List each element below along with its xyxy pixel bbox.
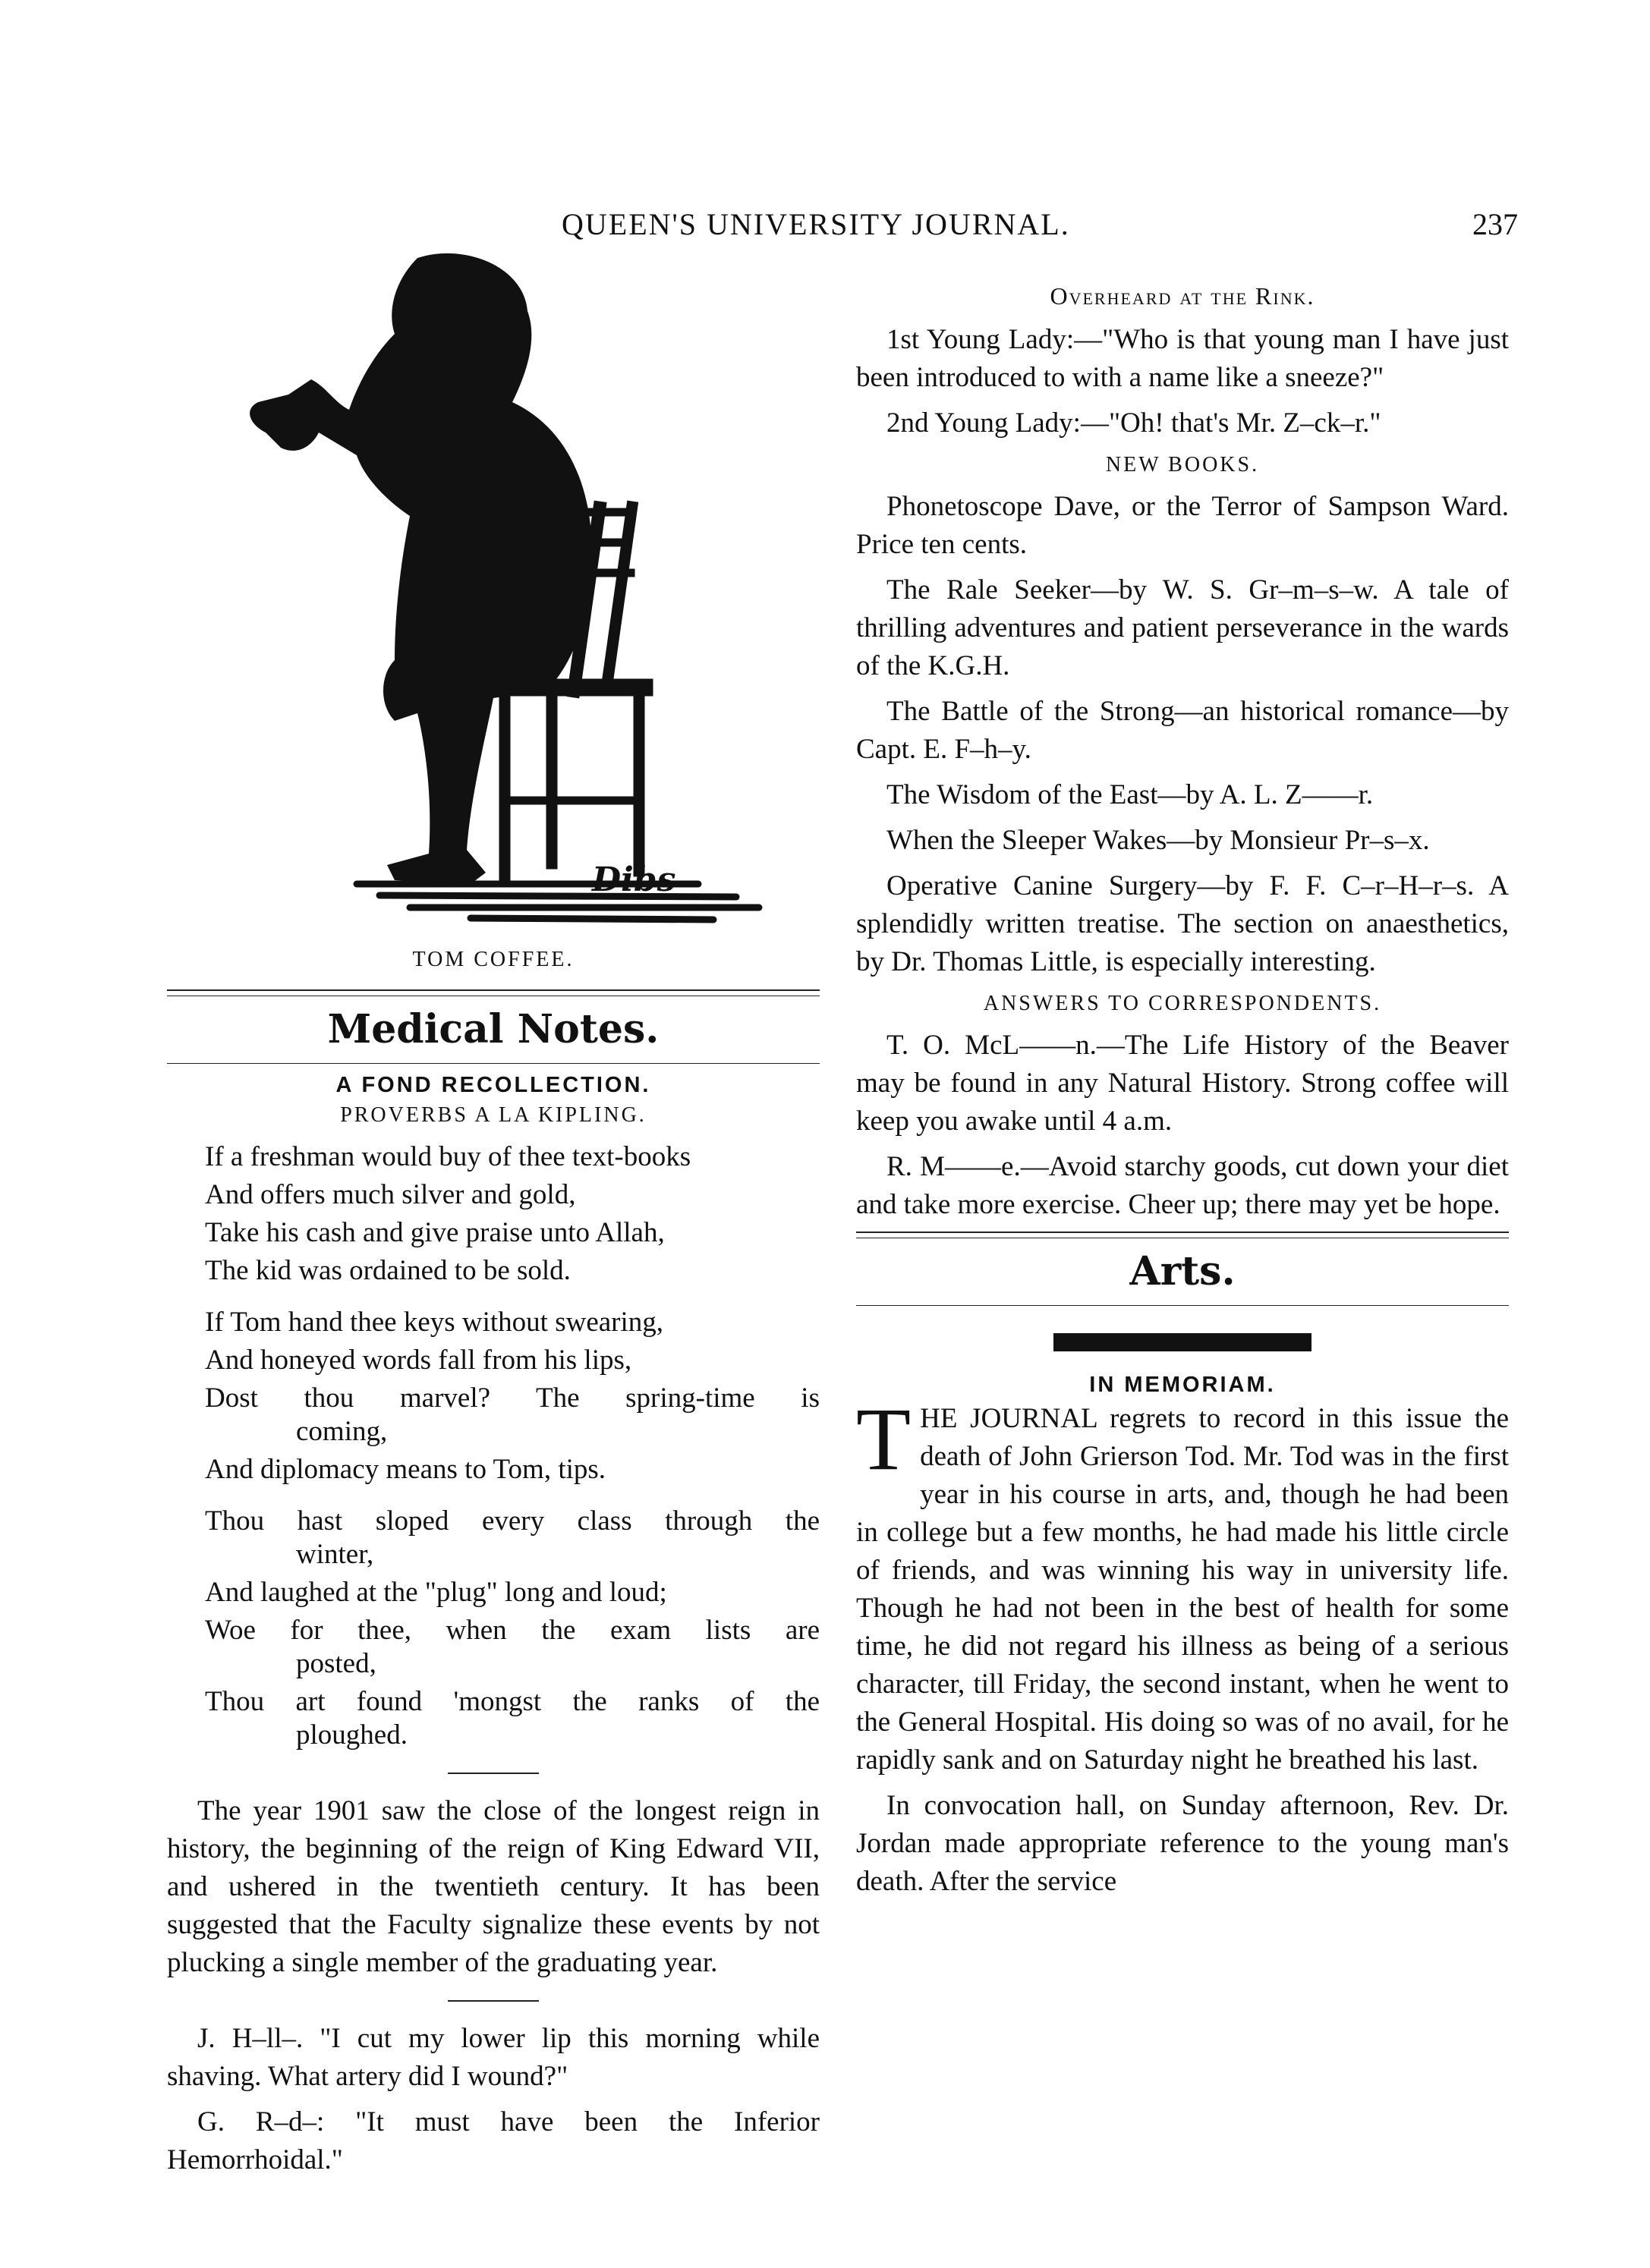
illustration-caption: TOM COFFEE. <box>412 948 575 971</box>
answer-entry: R. M——e.—Avoid starchy goods, cut down your diet and take more exercise. Cheer up; there may yet be hope. <box>856 1151 1509 1220</box>
left-column <box>167 250 820 2187</box>
section-rule-top <box>856 1232 1509 1238</box>
poem-line: And laughed at the "plug" long and loud; <box>205 1577 667 1608</box>
short-rule <box>448 1773 539 1774</box>
poem-stanza-3 <box>205 1502 820 1754</box>
memoriam-paragraph <box>856 1389 1509 1779</box>
poem-line: And honeyed words fall from his lips, <box>205 1345 632 1376</box>
poem-line: Woe for thee, when the exam lists are <box>205 1615 820 1646</box>
silhouette-illustration <box>167 250 820 933</box>
poem-line: Dost thou marvel? The spring-time is <box>205 1383 820 1414</box>
book-entry: The Wisdom of the East—by A. L. Z——r. <box>886 779 1374 810</box>
artist-signature: Dibs <box>592 860 676 899</box>
section-rule-bottom <box>167 1063 820 1064</box>
page-header <box>167 206 1518 252</box>
poem-line: Thou hast sloped every class through the <box>205 1505 820 1537</box>
silhouette-figure <box>167 250 820 933</box>
answer-entry: T. O. McL——n.—The Life History of the Beaver may be found in any Natural History. Strong coffee will keep you awake until 4 a.m. <box>856 1030 1509 1137</box>
dialogue-line: G. R–d–: "It must have been the Inferior Hemorrhoidal." <box>167 2106 820 2175</box>
overheard-title: Overheard at the Rink. <box>1050 282 1315 310</box>
page-number: 237 <box>1472 207 1518 241</box>
section-title-arts: Arts. <box>1129 1248 1236 1294</box>
book-entry: When the Sleeper Wakes—by Monsieur Pr–s–x. <box>886 825 1430 856</box>
poem-line: If a freshman would buy of thee text-books <box>205 1141 691 1172</box>
overheard-line: 2nd Young Lady:—"Oh! that's Mr. Z–ck–r." <box>886 407 1381 439</box>
book-entry: The Rale Seeker—by W. S. Gr–m–s–w. A tale of thrilling adventures and patient perseverance in the wards of the K.G.H. <box>856 574 1509 681</box>
poem-line: Thou art found 'mongst the ranks of the <box>205 1686 820 1717</box>
poem <box>167 1138 820 1754</box>
drop-cap: T <box>856 1389 912 1489</box>
paragraph-1901: The year 1901 saw the close of the longest reign in history, the beginning of the reign of King Edward VII, and ushered in the twentieth century. It has been suggested that the Faculty signalize these events by not plucking a single member of the graduating year. <box>167 1795 820 1978</box>
new-books-title: NEW BOOKS. <box>1105 453 1260 477</box>
poem-line: And diplomacy means to Tom, tips. <box>205 1454 606 1485</box>
poem-line: If Tom hand thee keys without swearing, <box>205 1307 664 1338</box>
answers-title: ANSWERS TO CORRESPONDENTS. <box>983 992 1382 1015</box>
poem-line-continuation: ploughed. <box>296 1719 408 1751</box>
short-rule <box>448 2000 539 2002</box>
poem-line-continuation: posted, <box>296 1648 376 1679</box>
poem-subtitle: PROVERBS A LA KIPLING. <box>340 1103 647 1127</box>
section-rule-top <box>167 989 820 996</box>
poem-stanza-2 <box>205 1304 820 1489</box>
poem-stanza-1 <box>205 1138 820 1290</box>
dialogue-line: J. H–ll–. "I cut my lower lip this morning while shaving. What artery did I wound?" <box>167 2023 820 2092</box>
poem-line: And offers much silver and gold, <box>205 1179 576 1210</box>
book-entry: The Battle of the Strong—an historical romance—by Capt. E. F–h–y. <box>856 696 1509 765</box>
right-column <box>856 277 1509 1908</box>
poem-line-continuation: coming, <box>296 1416 388 1447</box>
memoriam-text: HE JOURNAL regrets to record in this issue the death of John Grierson Tod. Mr. Tod was in the first year in his course in arts, and, though he had been in college but a few months, he had made his little circle of friends, and was winning his way in university life. Though he had not been in the best of health for some time, he did not regard his illness as being of a serious character, till Friday, the second instant, when he went to the General Hospital. His doing so was of no avail, for he rapidly sank and on Saturday night he breathed his last. <box>856 1403 1509 1776</box>
overheard-line: 1st Young Lady:—"Who is that young man I have just been introduced to with a name like a sneeze?" <box>856 324 1509 393</box>
poem-line: The kid was ordained to be sold. <box>205 1255 571 1286</box>
section-title-medical-notes: Medical Notes. <box>327 1006 660 1052</box>
book-entry: Phonetoscope Dave, or the Terror of Sampson Ward. Price ten cents. <box>856 491 1509 560</box>
running-head: QUEEN'S UNIVERSITY JOURNAL. <box>562 207 1070 241</box>
mourning-bar <box>1053 1333 1311 1351</box>
memoriam-paragraph: In convocation hall, on Sunday afternoon, Rev. Dr. Jordan made appropriate reference to the young man's death. After the service <box>856 1790 1509 1897</box>
poem-line-continuation: winter, <box>296 1539 374 1570</box>
poem-line: Take his cash and give praise unto Allah, <box>205 1217 665 1248</box>
book-entry: Operative Canine Surgery—by F. F. C–r–H–r–s. A splendidly written treatise. The section on anaesthetics, by Dr. Thomas Little, is especially interesting. <box>856 870 1509 977</box>
memoriam-title: IN MEMORIAM. <box>1089 1373 1276 1397</box>
section-rule-bottom <box>856 1305 1509 1306</box>
poem-title: A FOND RECOLLECTION. <box>335 1073 651 1097</box>
